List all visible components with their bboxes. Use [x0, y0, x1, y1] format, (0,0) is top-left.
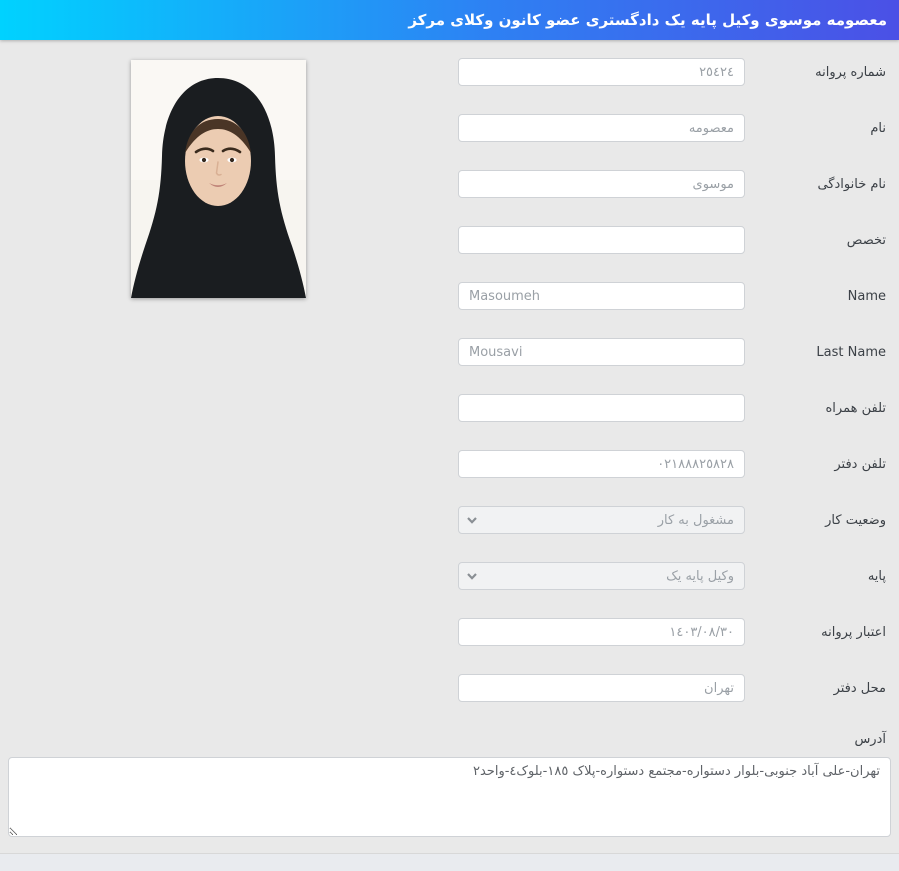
office-location-label: محل دفتر	[833, 680, 886, 696]
office-phone-field[interactable]	[458, 450, 745, 478]
form-row-last-name-en	[458, 338, 890, 366]
form-row-license-validity	[458, 618, 890, 646]
address-textarea[interactable]	[8, 757, 891, 837]
work-status-label: وضعیت کار	[825, 512, 886, 528]
last-name-fa-label: نام خانوادگی	[817, 176, 886, 192]
grade-label: پایه	[867, 568, 886, 584]
form-row-work-status	[458, 506, 890, 534]
form-row-first-name-fa	[458, 114, 890, 142]
first-name-fa-field[interactable]	[458, 114, 745, 142]
specialty-label: تخصص	[846, 232, 886, 248]
license-validity-label: اعتبار پروانه	[821, 624, 886, 640]
profile-form	[458, 58, 890, 730]
last-name-en-label: Last Name	[816, 344, 886, 360]
profile-photo	[131, 60, 306, 298]
form-row-office-phone	[458, 450, 890, 478]
page-title: معصومه موسوی وکیل پایه یک دادگستری عضو کانون وکلای مرکز	[408, 11, 887, 29]
work-status-select-wrap	[458, 506, 745, 534]
header-bar	[0, 0, 899, 40]
mobile-phone-label: تلفن همراه	[825, 400, 886, 416]
license-validity-field[interactable]	[458, 618, 745, 646]
footer-bar	[0, 853, 899, 871]
form-row-mobile-phone	[458, 394, 890, 422]
address-label: آدرس	[854, 732, 886, 747]
work-status-select[interactable]	[458, 506, 745, 534]
form-row-last-name-fa	[458, 170, 890, 198]
name-en-label: Name	[847, 288, 886, 304]
last-name-fa-field[interactable]	[458, 170, 745, 198]
specialty-field[interactable]	[458, 226, 745, 254]
mobile-phone-field[interactable]	[458, 394, 745, 422]
grade-select-wrap	[458, 562, 745, 590]
grade-select[interactable]	[458, 562, 745, 590]
form-row-office-location	[458, 674, 890, 702]
license-number-label: شماره پروانه	[815, 64, 886, 80]
name-en-field[interactable]	[458, 282, 745, 310]
office-phone-label: تلفن دفتر	[834, 456, 886, 472]
form-row-license-number	[458, 58, 890, 86]
form-row-name-en	[458, 282, 890, 310]
first-name-fa-label: نام	[870, 120, 886, 136]
address-section	[0, 730, 899, 837]
form-row-grade	[458, 562, 890, 590]
office-location-field[interactable]	[458, 674, 745, 702]
portrait-woman-hijab-image	[131, 60, 306, 298]
last-name-en-field[interactable]	[458, 338, 745, 366]
license-number-field[interactable]	[458, 58, 745, 86]
form-row-specialty	[458, 226, 890, 254]
